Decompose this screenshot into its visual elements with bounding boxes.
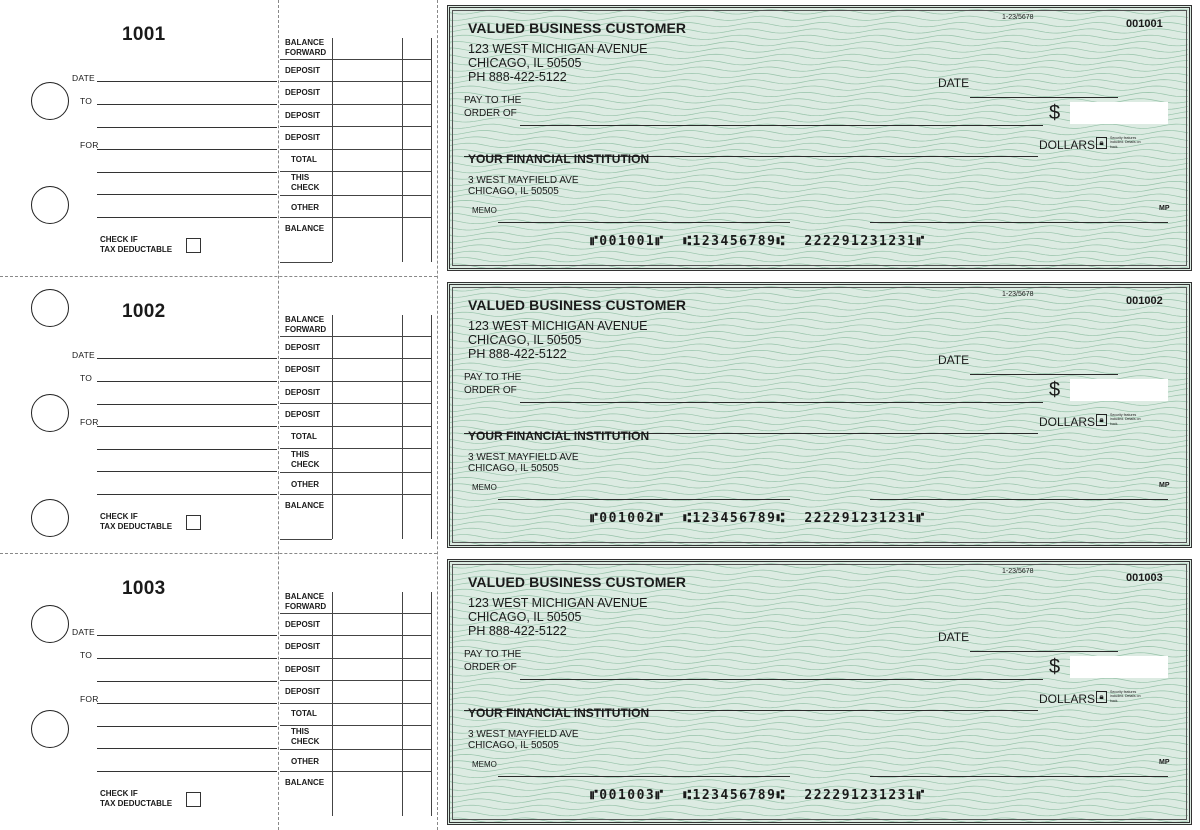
register-balance: BALANCE xyxy=(285,224,325,233)
dollar-sign: $ xyxy=(1049,102,1061,124)
bank-address: 3 WEST MAYFIELD AVE xyxy=(468,729,579,740)
binder-hole xyxy=(31,186,69,224)
bank-city: CHICAGO, IL 50505 xyxy=(468,740,559,751)
stub-to-line[interactable] xyxy=(97,104,277,105)
stub-date-label: DATE xyxy=(72,73,95,83)
binder-hole xyxy=(31,605,69,643)
memo-line[interactable] xyxy=(498,499,790,500)
customer-name: VALUED BUSINESS CUSTOMER xyxy=(468,20,687,36)
signature-line[interactable] xyxy=(870,222,1168,223)
payee-line[interactable] xyxy=(520,402,1043,403)
date-label: DATE xyxy=(938,353,970,367)
stub-date-label: DATE xyxy=(72,350,95,360)
date-label: DATE xyxy=(938,76,970,90)
register-deposit: DEPOSIT xyxy=(285,388,321,397)
register-deposit: DEPOSIT xyxy=(285,410,321,419)
stub-for-line[interactable] xyxy=(97,426,277,427)
pay-to-label: PAY TO THE ORDER OF xyxy=(464,95,522,119)
fraction-routing: 1-23/5678 xyxy=(1002,291,1034,298)
mp-label: MP xyxy=(1159,205,1170,212)
binder-hole xyxy=(31,710,69,748)
customer-city: CHICAGO, IL 50505 xyxy=(468,333,582,347)
check-row-3 xyxy=(0,554,1200,830)
stub-date-line[interactable] xyxy=(97,81,277,82)
stub-to-label: TO xyxy=(80,373,93,383)
stub-for-label: FOR xyxy=(80,694,99,704)
security-features-note: Security features included. Details on back. xyxy=(1110,136,1141,149)
register-deposit: DEPOSIT xyxy=(285,642,321,651)
register-table xyxy=(280,0,432,277)
register-this-check: THIS CHECK xyxy=(291,727,320,746)
fraction-routing: 1-23/5678 xyxy=(1002,568,1034,575)
bank-name: YOUR FINANCIAL INSTITUTION xyxy=(468,706,650,720)
stub-for-label: FOR xyxy=(80,140,99,150)
memo-label: MEMO xyxy=(472,483,497,492)
register-total: TOTAL xyxy=(291,432,317,441)
bank-address: 3 WEST MAYFIELD AVE xyxy=(468,452,579,463)
tax-deductable-checkbox[interactable] xyxy=(186,792,201,807)
register-other: OTHER xyxy=(291,757,319,766)
memo-label: MEMO xyxy=(472,206,497,215)
register-deposit: DEPOSIT xyxy=(285,66,321,75)
stub-number: 1001 xyxy=(122,24,166,45)
stub-date-line[interactable] xyxy=(97,635,277,636)
dollar-sign: $ xyxy=(1049,379,1061,401)
payee-line[interactable] xyxy=(520,679,1043,680)
register-deposit: DEPOSIT xyxy=(285,111,321,120)
customer-name: VALUED BUSINESS CUSTOMER xyxy=(468,574,687,590)
binder-hole xyxy=(31,499,69,537)
stub-line xyxy=(97,681,277,682)
dollar-sign: $ xyxy=(1049,656,1061,678)
check-body xyxy=(447,559,1192,825)
stub-number: 1003 xyxy=(122,578,166,599)
stub-line xyxy=(97,127,277,128)
dollars-label: DOLLARS xyxy=(1039,138,1096,152)
amount-box[interactable] xyxy=(1070,379,1168,401)
tax-deductable-label: CHECK IF TAX DEDUCTABLE xyxy=(100,512,173,531)
customer-phone: PH 888-422-5122 xyxy=(468,624,567,638)
pay-to-label: PAY TO THE ORDER OF xyxy=(464,649,522,673)
register-balance: BALANCE xyxy=(285,501,325,510)
bank-city: CHICAGO, IL 50505 xyxy=(468,186,559,197)
security-features-note: Security features included. Details on back. xyxy=(1110,413,1141,426)
register-this-check: THIS CHECK xyxy=(291,173,320,192)
payee-line[interactable] xyxy=(520,125,1043,126)
stub-to-line[interactable] xyxy=(97,658,277,659)
customer-address: 123 WEST MICHIGAN AVENUE xyxy=(468,42,648,56)
register-balance-forward: BALANCE FORWARD xyxy=(285,315,327,334)
stub-line xyxy=(97,748,277,749)
tax-deductable-checkbox[interactable] xyxy=(186,515,201,530)
date-line[interactable] xyxy=(970,651,1118,652)
padlock-icon: 🔒︎ xyxy=(1096,137,1107,149)
check-row-2 xyxy=(0,277,1200,554)
micr-line: ⑈001003⑈ ⑆123456789⑆ 222291231231⑈ xyxy=(590,788,926,803)
dollars-label: DOLLARS xyxy=(1039,692,1096,706)
memo-line[interactable] xyxy=(498,776,790,777)
stub-for-label: FOR xyxy=(80,417,99,427)
check-number: 001002 xyxy=(1126,295,1163,307)
stub-date-line[interactable] xyxy=(97,358,277,359)
stub-line xyxy=(97,172,277,173)
padlock-icon: 🔒︎ xyxy=(1096,691,1107,703)
tax-deductable-label: CHECK IF TAX DEDUCTABLE xyxy=(100,789,173,808)
amount-box[interactable] xyxy=(1070,656,1168,678)
stub-line xyxy=(97,404,277,405)
stub-line xyxy=(97,194,277,195)
stub-to-label: TO xyxy=(80,650,93,660)
register-balance: BALANCE xyxy=(285,778,325,787)
binder-hole xyxy=(31,82,69,120)
bank-name: YOUR FINANCIAL INSTITUTION xyxy=(468,152,650,166)
customer-city: CHICAGO, IL 50505 xyxy=(468,56,582,70)
register-table xyxy=(280,277,432,554)
dollars-label: DOLLARS xyxy=(1039,415,1096,429)
memo-line[interactable] xyxy=(498,222,790,223)
register-table xyxy=(280,554,432,830)
register-deposit: DEPOSIT xyxy=(285,665,321,674)
stub-line xyxy=(97,217,277,218)
amount-box[interactable] xyxy=(1070,102,1168,124)
date-label: DATE xyxy=(938,630,970,644)
customer-city: CHICAGO, IL 50505 xyxy=(468,610,582,624)
register-deposit: DEPOSIT xyxy=(285,365,321,374)
check-body xyxy=(447,282,1192,548)
register-other: OTHER xyxy=(291,203,319,212)
register-other: OTHER xyxy=(291,480,319,489)
stub-line xyxy=(97,449,277,450)
register-deposit: DEPOSIT xyxy=(285,133,321,142)
fraction-routing: 1-23/5678 xyxy=(1002,14,1034,21)
tax-deductable-checkbox[interactable] xyxy=(186,238,201,253)
check-number: 001003 xyxy=(1126,572,1163,584)
register-this-check: THIS CHECK xyxy=(291,450,320,469)
signature-line[interactable] xyxy=(870,499,1168,500)
bank-city: CHICAGO, IL 50505 xyxy=(468,463,559,474)
stub-for-line[interactable] xyxy=(97,149,277,150)
register-deposit: DEPOSIT xyxy=(285,620,321,629)
register-deposit: DEPOSIT xyxy=(285,88,321,97)
micr-line: ⑈001001⑈ ⑆123456789⑆ 222291231231⑈ xyxy=(590,234,926,249)
stub-line xyxy=(97,471,277,472)
stub-to-line[interactable] xyxy=(97,381,277,382)
customer-address: 123 WEST MICHIGAN AVENUE xyxy=(468,596,648,610)
stub-to-label: TO xyxy=(80,96,93,106)
pay-to-label: PAY TO THE ORDER OF xyxy=(464,372,522,396)
register-balance-forward: BALANCE FORWARD xyxy=(285,592,327,611)
register-total: TOTAL xyxy=(291,709,317,718)
padlock-icon: 🔒︎ xyxy=(1096,414,1107,426)
memo-label: MEMO xyxy=(472,760,497,769)
tax-deductable-label: CHECK IF TAX DEDUCTABLE xyxy=(100,235,173,254)
stub-line xyxy=(97,726,277,727)
customer-phone: PH 888-422-5122 xyxy=(468,70,567,84)
bank-address: 3 WEST MAYFIELD AVE xyxy=(468,175,579,186)
stub-for-line[interactable] xyxy=(97,703,277,704)
register-total: TOTAL xyxy=(291,155,317,164)
stub-line xyxy=(97,494,277,495)
signature-line[interactable] xyxy=(870,776,1168,777)
binder-hole xyxy=(31,394,69,432)
register-deposit: DEPOSIT xyxy=(285,687,321,696)
mp-label: MP xyxy=(1159,759,1170,766)
customer-phone: PH 888-422-5122 xyxy=(468,347,567,361)
mp-label: MP xyxy=(1159,482,1170,489)
register-deposit: DEPOSIT xyxy=(285,343,321,352)
check-body xyxy=(447,5,1192,271)
stub-number: 1002 xyxy=(122,301,166,322)
security-features-note: Security features included. Details on back. xyxy=(1110,690,1141,703)
stub-line xyxy=(97,771,277,772)
binder-hole xyxy=(31,289,69,327)
micr-line: ⑈001002⑈ ⑆123456789⑆ 222291231231⑈ xyxy=(590,511,926,526)
check-row-1 xyxy=(0,0,1200,277)
stub-date-label: DATE xyxy=(72,627,95,637)
date-line[interactable] xyxy=(970,374,1118,375)
register-balance-forward: BALANCE FORWARD xyxy=(285,38,327,57)
check-number: 001001 xyxy=(1126,18,1163,30)
bank-name: YOUR FINANCIAL INSTITUTION xyxy=(468,429,650,443)
customer-name: VALUED BUSINESS CUSTOMER xyxy=(468,297,687,313)
customer-address: 123 WEST MICHIGAN AVENUE xyxy=(468,319,648,333)
date-line[interactable] xyxy=(970,97,1118,98)
